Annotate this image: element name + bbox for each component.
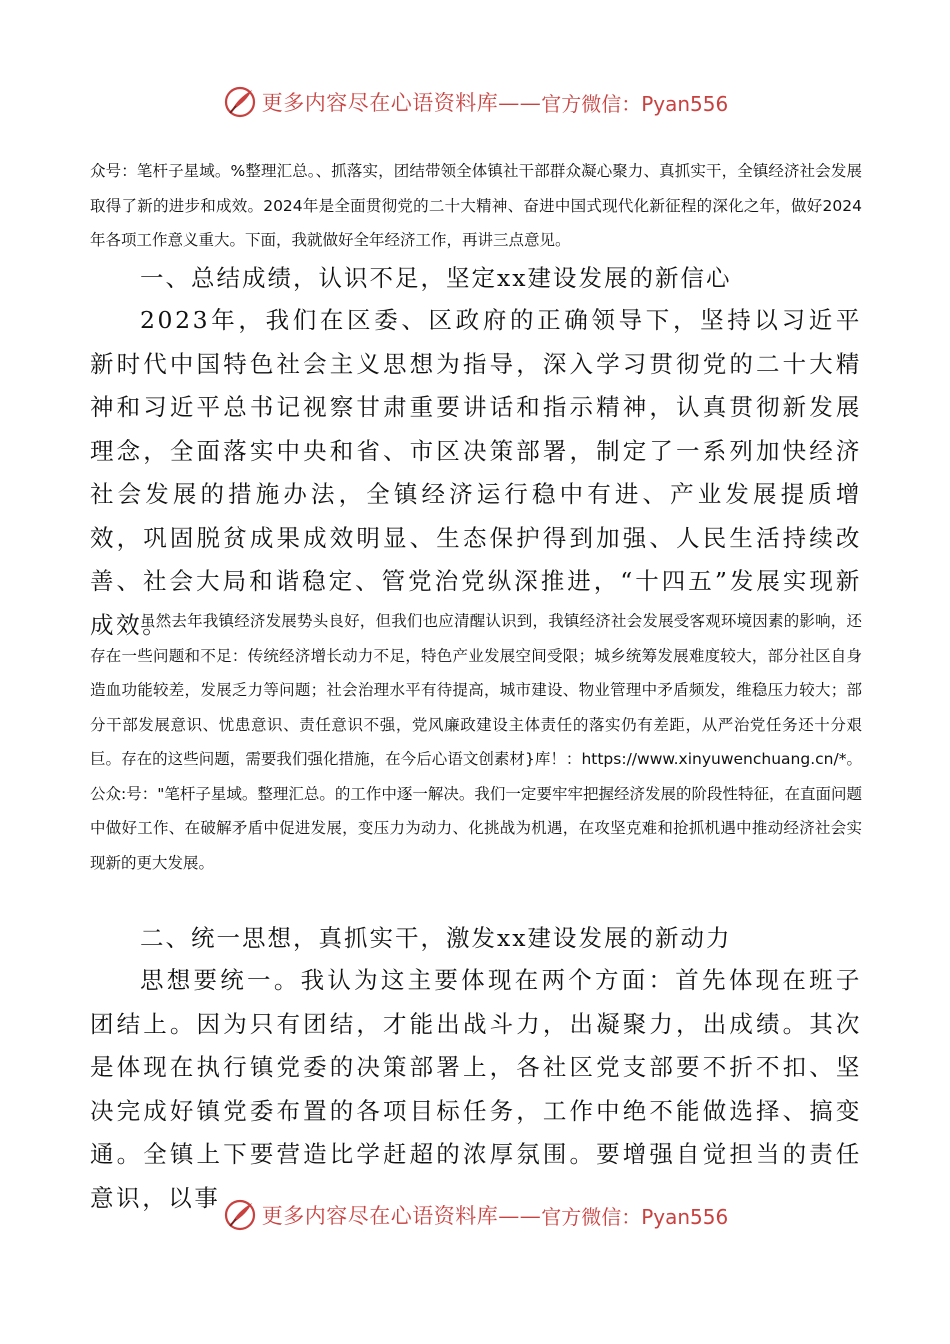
section-1-paragraph-2: 虽然去年我镇经济发展势头良好，但我们也应清醒认识到，我镇经济社会发展受客观环境因素的影响，还存在一些问题和不足：传统经济增长动力不足，特色产业发展空间受限；城乡统筹发展难度较大，部分社区自身造血功能较差，发展乏力等问题；社会治理水平有待提高，城市建设、物业管理中矛盾频发，维稳压力较大；部分干部发展意识、忧患意识、责任意识不强，党风廉政建设主体责任的落实仍有差距，从严治党任务还十分艰巨。存在的这些问题，需要我们强化措施，在今后心语文创素材}库！：https://www.xinyuwenchuang.cn/*。公众:号："笔杆子星域。整理汇总。的工作中逐一解决。我们一定要牢牢把握经济发展的阶段性特征，在直面问题中做好工作、在破解矛盾中促进发展，变压力为动力、化挑战为机遇，在攻坚克难和抢抓机遇中推动经济社会实现新的更大发展。 (90, 612, 862, 872)
intro-paragraph: 众号：笔杆子星域。%整理汇总。、抓落实，团结带领全体镇社干部群众凝心聚力、真抓实干，全镇经济社会发展取得了新的进步和成效。2024年是全面贯彻党的二十大精神、奋进中国式现代化新征程的深化之年，做好2024年各项工作意义重大。下面，我就做好全年经济工作，再讲三点意见。 (90, 162, 862, 249)
watermark-text: 更多内容尽在心语资料库—— (261, 91, 542, 115)
section-2-paragraph-1: 思想要统一。我认为这主要体现在两个方面：首先体现在班子团结上。因为只有团结，才能出战斗力，出凝聚力，出成绩。其次是体现在执行镇党委的决策部署上，各社区党支部要不折不扣、坚决完成好镇党委布置的各项目标任务，工作中绝不能做选择、搞变通。全镇上下要营造比学赶超的浓厚氛围。要增强自觉担当的责任意识，以事 (90, 966, 862, 1212)
watermark-text: 更多内容尽在心语资料库—— (261, 1204, 542, 1228)
watermark-contact: 官方微信：Pyan556 (541, 91, 729, 116)
quill-seal-icon (222, 84, 258, 120)
header-watermark (0, 82, 950, 122)
section-1-paragraph-1: 2023年，我们在区委、区政府的正确领导下，坚持以习近平新时代中国特色社会主义思想为指导，深入学习贯彻党的二十大精神和习近平总书记视察甘肃重要讲话和指示精神，认真贯彻新发展理念，全面落实中央和省、市区决策部署，制定了一系列加快经济社会发展的措施办法，全镇经济运行稳中有进、产业发展提质增效，巩固脱贫成果成效明显、生态保护得到加强、人民生活持续改善、社会大局和谐稳定、管党治党纵深推进，“十四五”发展实现新成效。 (90, 306, 862, 639)
section-2-heading: 二、统一思想，真抓实干，激发xx建设发展的新动力 (140, 924, 732, 952)
watermark-contact: 官方微信：Pyan556 (541, 1204, 729, 1229)
section-1-heading: 一、总结成绩，认识不足，坚定xx建设发展的新信心 (140, 264, 732, 292)
quill-seal-icon (222, 1197, 258, 1233)
footer-watermark (0, 1195, 950, 1235)
